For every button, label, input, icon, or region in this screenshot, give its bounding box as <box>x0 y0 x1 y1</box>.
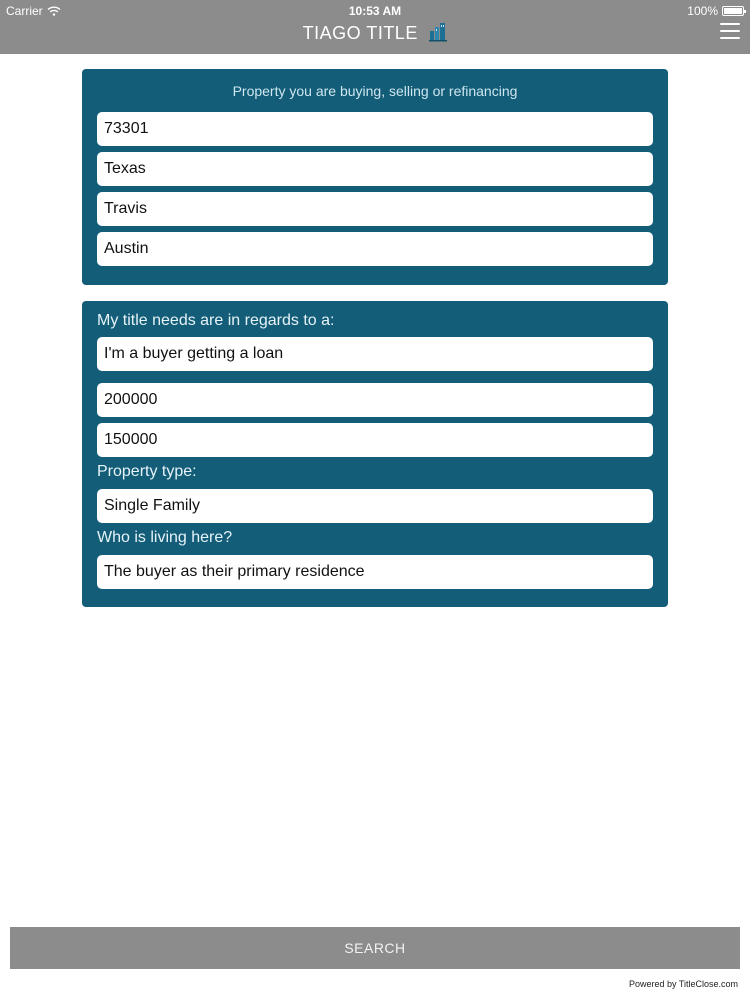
transaction-type-select[interactable]: I'm a buyer getting a loan <box>97 337 653 371</box>
loan-amount-field[interactable]: 150000 <box>97 423 653 457</box>
buildings-logo-icon <box>429 22 447 42</box>
powered-by-text: Powered by TitleClose.com <box>628 979 738 989</box>
battery-percent: 100% <box>687 4 718 18</box>
county-field[interactable]: Travis <box>97 192 653 226</box>
battery-indicator <box>687 4 744 18</box>
state-field[interactable]: Texas <box>97 152 653 186</box>
app-title-area <box>0 22 750 44</box>
occupancy-label: Who is living here? <box>97 529 233 546</box>
carrier-label: Carrier <box>6 4 43 18</box>
title-needs-card <box>82 301 668 607</box>
occupancy-select[interactable]: The buyer as their primary residence <box>97 555 653 589</box>
battery-icon <box>722 6 744 16</box>
app-title: TIAGO TITLE <box>302 23 418 43</box>
city-field[interactable]: Austin <box>97 232 653 266</box>
hamburger-menu-icon[interactable] <box>720 23 740 39</box>
property-card <box>82 69 668 285</box>
status-time: 10:53 AM <box>348 4 402 18</box>
zip-field[interactable]: 73301 <box>97 112 653 146</box>
property-card-title: Property you are buying, selling or refinancing <box>232 83 518 99</box>
property-type-select[interactable]: Single Family <box>97 489 653 523</box>
property-type-label: Property type: <box>97 463 197 480</box>
status-bar <box>0 0 750 20</box>
title-needs-label: My title needs are in regards to a: <box>97 312 335 329</box>
top-bar <box>0 0 750 54</box>
sale-price-field[interactable]: 200000 <box>97 383 653 417</box>
search-button[interactable]: SEARCH <box>10 927 740 969</box>
